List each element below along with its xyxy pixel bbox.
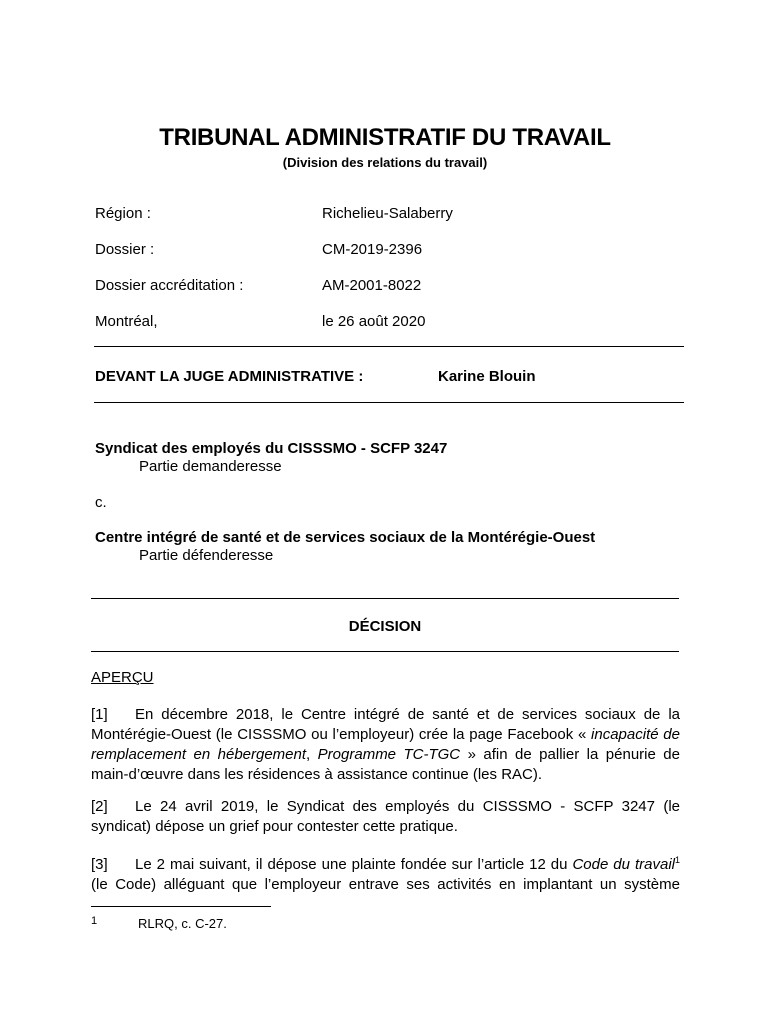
footnote-reference[interactable]: 1 xyxy=(674,855,680,865)
program-name: Programme TC-TGC xyxy=(317,746,461,763)
case-label-region: Région : xyxy=(95,205,151,222)
versus-label: c. xyxy=(95,494,107,511)
paragraph-text: Le 2 mai suivant, il dépose une plainte fondée sur l’article 12 du xyxy=(135,856,573,873)
law-title: Code du travail xyxy=(572,856,675,873)
footnote-text: RLRQ, c. C-27. xyxy=(138,916,227,931)
case-label-dossier: Dossier : xyxy=(95,241,155,258)
separator-line xyxy=(91,598,679,599)
judge-name: Karine Blouin xyxy=(438,368,536,385)
defendant-name: Centre intégré de santé et de services sociaux de la Montérégie-Ouest xyxy=(95,529,596,546)
case-value-region: Richelieu-Salaberry xyxy=(322,205,453,222)
plaintiff-name: Syndicat des employés du CISSSMO - SCFP 3247 xyxy=(95,440,448,457)
document-title: TRIBUNAL ADMINISTRATIF DU TRAVAIL xyxy=(159,124,611,151)
case-label-place: Montréal, xyxy=(95,313,158,330)
document-subtitle: (Division des relations du travail) xyxy=(282,155,488,170)
paragraph-text: » afin de pallier la pénurie de main-d’œuvre dans les résidences à assistance continue (les RAC). xyxy=(91,746,680,783)
decision-heading: DÉCISION xyxy=(348,618,422,635)
defendant-role: Partie défenderesse xyxy=(139,547,274,564)
separator-line xyxy=(94,402,684,403)
case-value-accreditation: AM-2001-8022 xyxy=(322,277,422,294)
separator-line xyxy=(91,651,679,652)
footnote-separator xyxy=(91,906,271,907)
separator-line xyxy=(94,346,684,347)
paragraph-text: Le 24 avril 2019, le Syndicat des employés du CISSSMO - SCFP 3247 (le syndicat) dépose un grief pour contester cette pratique. xyxy=(91,798,680,835)
paragraph-number: [3] xyxy=(91,856,108,873)
case-value-dossier: CM-2019-2396 xyxy=(322,241,423,258)
paragraph-text: En décembre 2018, le Centre intégré de santé et de services sociaux de la Montérégie-Ouest (le CISSSMO ou l’employeur) crée la page Facebook « xyxy=(91,706,680,743)
paragraph-3 xyxy=(91,855,680,895)
case-label-accreditation: Dossier accréditation : xyxy=(95,277,244,294)
paragraph-2 xyxy=(91,797,680,837)
judge-label: DEVANT LA JUGE ADMINISTRATIVE : xyxy=(95,368,364,385)
footnote-number: 1 xyxy=(91,915,98,927)
paragraph-text: , xyxy=(306,746,318,763)
paragraph-1 xyxy=(91,705,680,785)
paragraph-number: [2] xyxy=(91,798,108,815)
facebook-page-name: incapacité de remplacement en hébergement xyxy=(91,726,680,763)
case-value-date: le 26 août 2020 xyxy=(322,313,426,330)
paragraph-number: [1] xyxy=(91,706,108,723)
plaintiff-role: Partie demanderesse xyxy=(139,458,282,475)
section-heading: APERÇU xyxy=(91,669,154,686)
paragraph-text: (le Code) alléguant que l’employeur entrave ses activités en implantant un système xyxy=(91,876,680,893)
